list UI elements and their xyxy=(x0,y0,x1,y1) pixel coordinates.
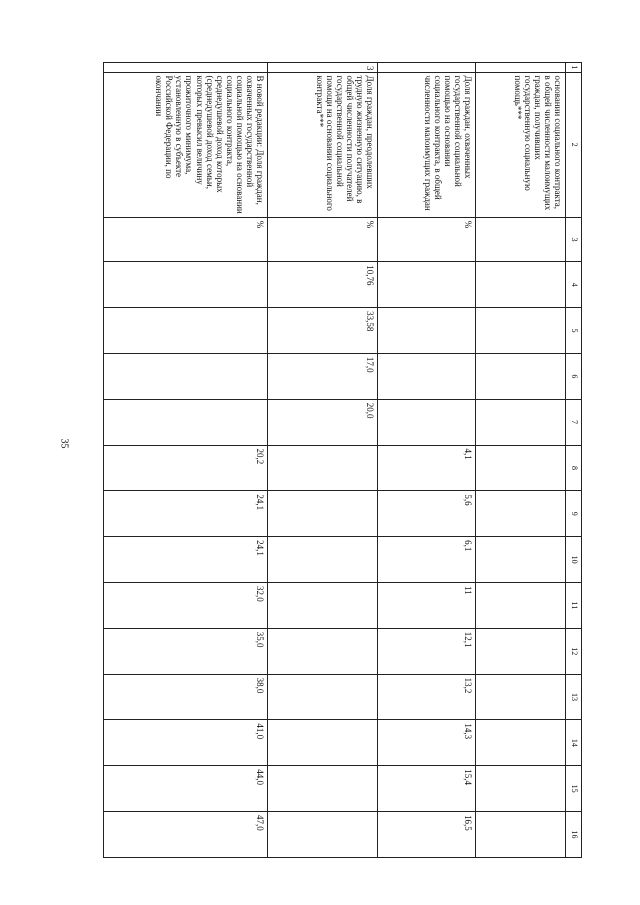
header-cell: 10 xyxy=(566,537,582,583)
indicator-name: основании социального контракта, в общей численности малоимущих граждан, получивших государственную социальную помощь*** xyxy=(476,72,566,217)
value-cell xyxy=(268,537,378,583)
indicator-name: В новой редакции: Доля граждан, охваченных государственной социальной помощью на основании социального контракта, среднедушевой доход которых (среднедушевой доход семьи, которых превысил величину прожиточного минимума, установленную в субъекте Российской Федерации, по окончании xyxy=(104,72,268,217)
header-cell: 11 xyxy=(566,582,582,628)
value-cell: 14,3 xyxy=(378,720,476,766)
value-cell: 16,5 xyxy=(378,812,476,858)
value-cell: 41,0 xyxy=(104,720,268,766)
value-cell xyxy=(268,766,378,812)
value-cell xyxy=(476,537,566,583)
value-cell: 4,1 xyxy=(378,445,476,491)
indicators-table xyxy=(103,62,582,858)
value-cell xyxy=(268,582,378,628)
header-cell: 12 xyxy=(566,628,582,674)
value-cell: 17,0 xyxy=(268,353,378,399)
header-cell: 8 xyxy=(566,445,582,491)
value-cell xyxy=(104,308,268,354)
value-cell xyxy=(268,674,378,720)
value-cell xyxy=(268,491,378,537)
value-cell xyxy=(476,308,566,354)
table-row xyxy=(104,63,268,858)
header-cell: 4 xyxy=(566,262,582,308)
value-cell: 24,1 xyxy=(104,491,268,537)
value-cell xyxy=(476,399,566,445)
value-cell xyxy=(104,262,268,308)
header-cell: 14 xyxy=(566,720,582,766)
value-cell xyxy=(476,582,566,628)
header-cell: 16 xyxy=(566,812,582,858)
value-cell: 38,0 xyxy=(104,674,268,720)
value-cell xyxy=(476,445,566,491)
value-cell: 5,6 xyxy=(378,491,476,537)
row-number: 3 xyxy=(268,63,378,73)
value-cell: 44,0 xyxy=(104,766,268,812)
value-cell xyxy=(476,353,566,399)
table-row xyxy=(476,63,566,858)
rotated-table-container xyxy=(104,62,582,858)
unit-cell: % xyxy=(268,217,378,262)
value-cell: 33,58 xyxy=(268,308,378,354)
header-cell: 5 xyxy=(566,308,582,354)
row-number xyxy=(476,63,566,73)
indicator-name: Доля граждан, преодолевших трудную жизненную ситуацию, в общей численности получателей государственной социальной помощи на основании социального контракта*** xyxy=(268,72,378,217)
value-cell xyxy=(378,308,476,354)
value-cell xyxy=(476,628,566,674)
table-row xyxy=(268,63,378,858)
indicator-name: Доля граждан, охваченных государственной социальной помощью на основании социального контракта, в общей численности малоимущих граждан xyxy=(378,72,476,217)
value-cell: 11 xyxy=(378,582,476,628)
value-cell xyxy=(268,720,378,766)
header-cell: 2 xyxy=(566,72,582,217)
value-cell: 20,2 xyxy=(104,445,268,491)
value-cell: 13,2 xyxy=(378,674,476,720)
page-number: 35 xyxy=(58,438,70,449)
value-cell: 15,4 xyxy=(378,766,476,812)
row-number xyxy=(104,63,268,73)
value-cell: 10,76 xyxy=(268,262,378,308)
table-header-row xyxy=(566,63,582,858)
header-cell: 9 xyxy=(566,491,582,537)
value-cell xyxy=(476,262,566,308)
header-cell: 15 xyxy=(566,766,582,812)
value-cell: 24,1 xyxy=(104,537,268,583)
unit-cell: % xyxy=(104,217,268,262)
row-number xyxy=(378,63,476,73)
value-cell: 12,1 xyxy=(378,628,476,674)
header-cell: 3 xyxy=(566,217,582,262)
value-cell: 47,0 xyxy=(104,812,268,858)
value-cell xyxy=(104,353,268,399)
header-cell: 13 xyxy=(566,674,582,720)
value-cell: 32,0 xyxy=(104,582,268,628)
value-cell xyxy=(104,399,268,445)
header-cell: 1 xyxy=(566,63,582,73)
header-cell: 7 xyxy=(566,399,582,445)
value-cell xyxy=(378,399,476,445)
value-cell xyxy=(268,445,378,491)
value-cell xyxy=(378,353,476,399)
value-cell: 6,1 xyxy=(378,537,476,583)
value-cell: 20,0 xyxy=(268,399,378,445)
header-cell: 6 xyxy=(566,353,582,399)
value-cell xyxy=(476,720,566,766)
value-cell xyxy=(476,812,566,858)
unit-cell xyxy=(476,217,566,262)
value-cell xyxy=(476,674,566,720)
table-row xyxy=(378,63,476,858)
value-cell xyxy=(476,491,566,537)
unit-cell: % xyxy=(378,217,476,262)
value-cell xyxy=(268,812,378,858)
value-cell xyxy=(378,262,476,308)
value-cell xyxy=(268,628,378,674)
value-cell xyxy=(476,766,566,812)
value-cell: 35,0 xyxy=(104,628,268,674)
